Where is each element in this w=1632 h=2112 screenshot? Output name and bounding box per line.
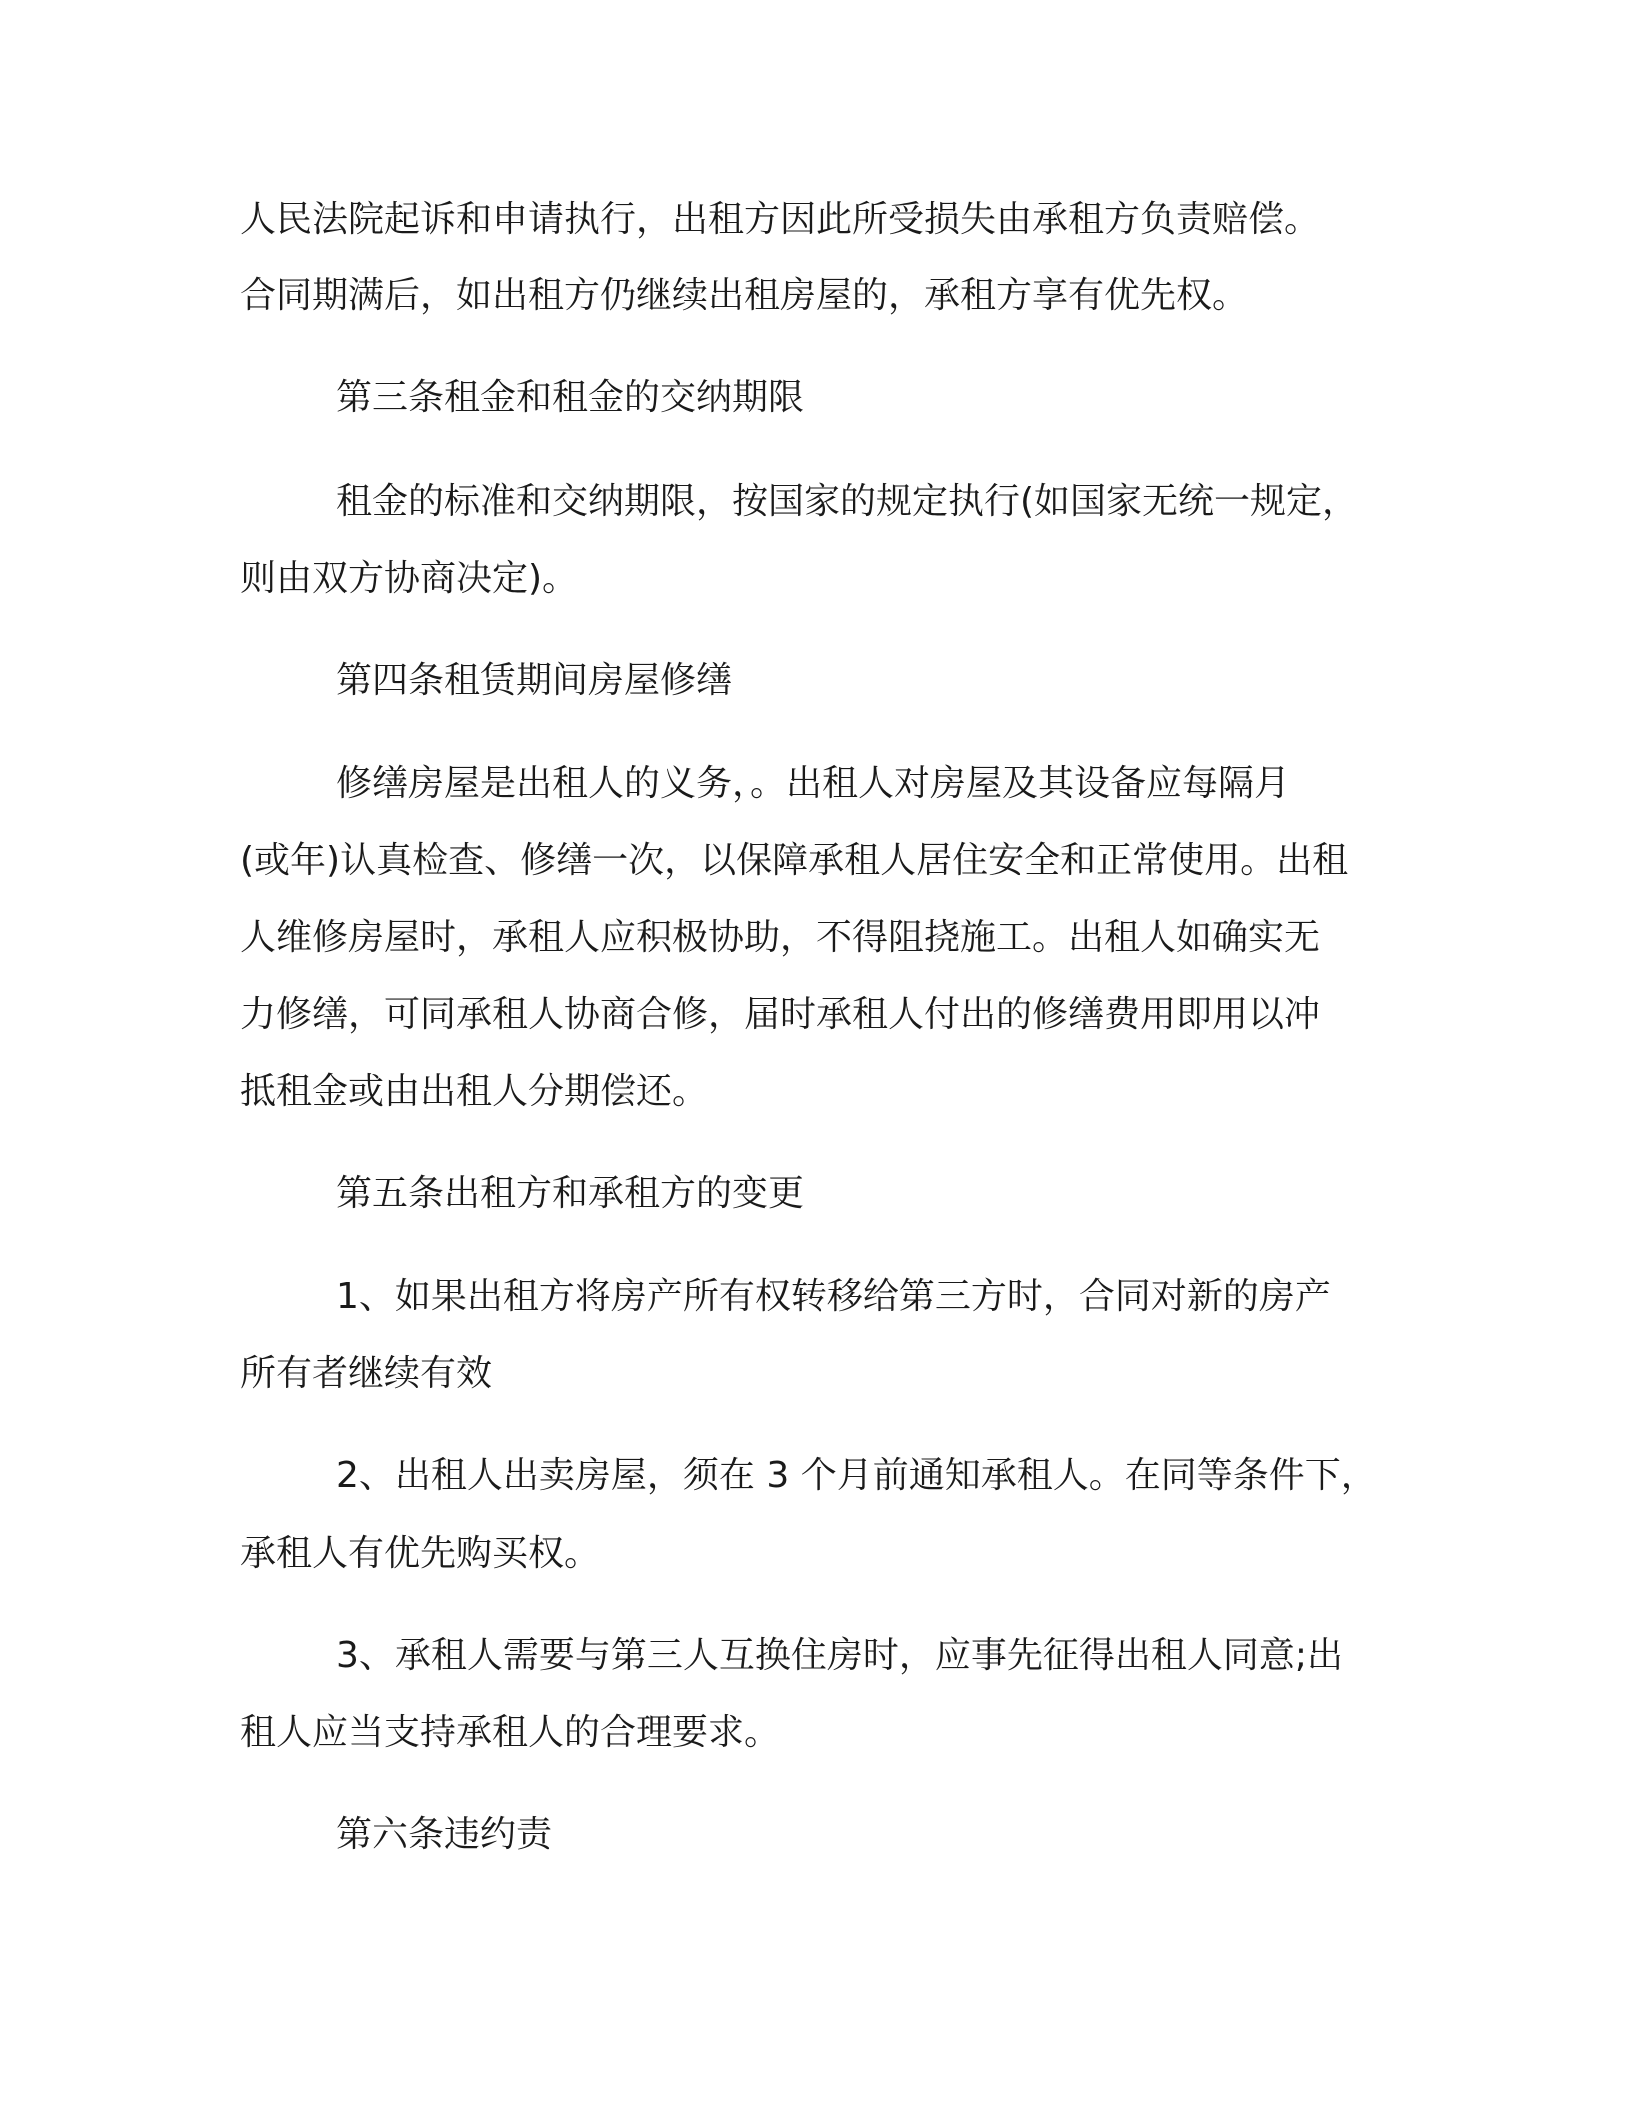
section-heading: 第三条租金和租金的交纳期限: [336, 377, 805, 418]
section-heading: 第五条出租方和承租方的变更: [336, 1173, 805, 1214]
text-line: 合同期满后，如出租方仍继续出租房屋的，承租方享有优先权。: [240, 275, 1249, 316]
text-line: (或年)认真检查、修缮一次，以保障承租人居住安全和正常使用。出租: [240, 840, 1349, 881]
text-line: 力修缮，可同承租人协商合修，届时承租人付出的修缮费用即用以冲: [240, 994, 1321, 1035]
text-line: 抵租金或由出租人分期偿还。: [240, 1071, 709, 1112]
text-line: 3、承租人需要与第三人互换住房时，应事先征得出租人同意;出: [336, 1635, 1344, 1676]
section-heading: 第四条租赁期间房屋修缮: [336, 660, 733, 701]
text-line: 则由双方协商决定)。: [240, 558, 579, 599]
text-line: 所有者继续有效: [240, 1353, 493, 1394]
text-line: 承租人有优先购买权。: [240, 1533, 601, 1574]
text-line: 人民法院起诉和申请执行，出租方因此所受损失由承租方负责赔偿。: [240, 199, 1321, 240]
text-line: 1、如果出租方将房产所有权转移给第三方时，合同对新的房产: [336, 1276, 1331, 1317]
text-line: 人维修房屋时，承租人应积极协助，不得阻挠施工。出租人如确实无: [240, 917, 1321, 958]
text-line: 2、出租人出卖房屋，须在 3 个月前通知承租人。在同等条件下，: [336, 1455, 1377, 1496]
text-line: 租人应当支持承租人的合理要求。: [240, 1712, 781, 1753]
text-line: 修缮房屋是出租人的义务，。出租人对房屋及其设备应每隔月: [336, 763, 1291, 804]
text-line: 租金的标准和交纳期限，按国家的规定执行(如国家无统一规定，: [336, 481, 1359, 522]
section-heading: 第六条违约责: [336, 1814, 553, 1855]
